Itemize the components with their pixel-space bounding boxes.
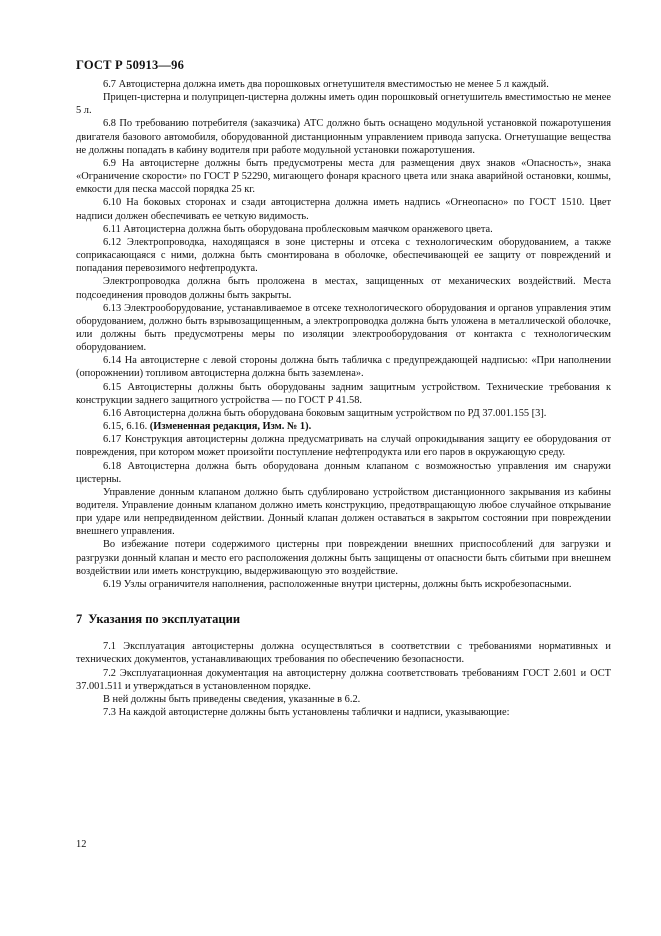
- document-body: [76, 78, 611, 719]
- paragraph-6-9: 6.9 На автоцистерне должны быть предусмотрены места для размещения двух знаков «Опасность», знака «Ограничение скорости» по ГОСТ Р 52290, мигающего фонаря красного цвета или знака аварийной остановки, кошмы, емкости для песка массой порядка 25 кг.: [76, 157, 611, 196]
- amendment-label: (Измененная редакция, Изм. № 1).: [149, 421, 312, 433]
- paragraph-6-18-control: Управление донным клапаном должно быть сдублировано устройством дистанционного закрывания из кабины водителя. Управление донным клапаном должно иметь конструкцию, предотвращающую любое случайное открывание при ударе или непредвиденном действии. Донный клапан должен оставаться в закрытом состоянии при повреждении внешнего управления.: [76, 486, 611, 538]
- section-7-heading: [76, 613, 611, 626]
- paragraph-6-18-protection: Во избежание потери содержимого цистерны при повреждении внешних приспособлений для загрузки и разгрузки донный клапан и место его расположения должны быть защищены от опасности быть сбитыми при внешнем воздействии или иметь конструкцию, выдерживающую это воздействие.: [76, 539, 611, 577]
- paragraph-6-12-wiring: Электропроводка должна быть проложена в местах, защищенных от механических воздействий. Места подсоединения проводов должны быть закрыты.: [76, 276, 611, 301]
- section-7-number: 7: [76, 612, 83, 627]
- paragraph-6-14: 6.14 На автоцистерне с левой стороны должна быть табличка с предупреждающей надписью: «При наполнении (опорожнении) топливом автоцистерна должна быть заземлена».: [76, 355, 611, 380]
- paragraph-7-1: 7.1 Эксплуатация автоцистерны должна осуществляться в соответствии с требованиями нормативных и технических документов, устанавливающих требования по обеспечению безопасности.: [76, 641, 611, 666]
- amendment-ref: 6.15, 6.16.: [103, 421, 148, 433]
- paragraph-6-19: 6.19 Узлы ограничителя наполнения, расположенные внутри цистерны, должны быть искробезопасными.: [103, 578, 572, 590]
- amendment-note: [76, 420, 611, 433]
- paragraph-6-10: 6.10 На боковых сторонах и сзади автоцистерна должна иметь надпись «Огнеопасно» по ГОСТ 1510. Цвет надписи должен обеспечивать ее четкую видимость.: [76, 197, 611, 222]
- paragraph-7-2-note: В ней должны быть приведены сведения, указанные в 6.2.: [103, 693, 361, 705]
- paragraph-6-12: 6.12 Электропроводка, находящаяся в зоне цистерны и отсека с технологическим оборудованием, а также соприкасающаяся с ними, должна быть смонтирована в оболочке, обеспечивающей ее защиту от повреждений и попадания перевозимого нефтепродукта.: [76, 236, 611, 275]
- paragraph-7-2: 7.2 Эксплуатационная документация на автоцистерну должна соответствовать требованиям ГОСТ 2.601 и ОСТ 37.001.511 и утверждаться в установленном порядке.: [76, 667, 611, 692]
- paragraph-6-16: 6.16 Автоцистерна должна быть оборудована боковым защитным устройством по РД 37.001.155 [3].: [103, 407, 547, 419]
- paragraph-6-7-trailer: Прицеп-цистерна и полуприцеп-цистерна должны иметь один порошковый огнетушитель вместимостью не менее 5 л.: [76, 92, 611, 117]
- page-number: 12: [76, 839, 87, 850]
- paragraph-6-7: 6.7 Автоцистерна должна иметь два порошковых огнетушителя вместимостью не менее 5 л каждый.: [103, 79, 549, 90]
- paragraph-6-18: 6.18 Автоцистерна должна быть оборудована донным клапаном с возможностью управления им снаружи цистерны.: [76, 460, 611, 485]
- paragraph-7-3: 7.3 На каждой автоцистерне должны быть установлены таблички и надписи, указывающие:: [103, 707, 510, 719]
- section-7-title: Указания по эксплуатации: [88, 612, 241, 627]
- paragraph-6-15: 6.15 Автоцистерны должны быть оборудованы задним защитным устройством. Технические требования к конструкции заднего защитного устройства — по ГОСТ Р 41.58.: [76, 381, 611, 406]
- paragraph-6-8: 6.8 По требованию потребителя (заказчика) АТС должно быть оснащено модульной установкой пожаротушения двигателя базового автомобиля, оборудованной дистанционным управлением привода запуска. Огнетушащие вещества не должны попадать в кабину водителя при работе модульной установки пожаротушения.: [76, 118, 611, 156]
- document-header: ГОСТ Р 50913—96: [76, 58, 185, 72]
- paragraph-6-13: 6.13 Электрооборудование, устанавливаемое в отсеке технологического оборудования и органов управления этим оборудованием, должно быть взрывозащищенным, а электропроводка должна быть уложена в металлической оболочке, или должны быть предусмотрены меры по изоляции электрооборудования от контакта с технологическим оборудованием.: [76, 302, 611, 354]
- paragraph-6-11: 6.11 Автоцистерна должна быть оборудована проблесковым маячком оранжевого цвета.: [103, 223, 493, 235]
- paragraph-6-17: 6.17 Конструкция автоцистерны должна предусматривать на случай опрокидывания защиту ее оборудования от повреждения, при котором может произойти поступление нефтепродукта или его паров в окружающую среду.: [76, 434, 611, 459]
